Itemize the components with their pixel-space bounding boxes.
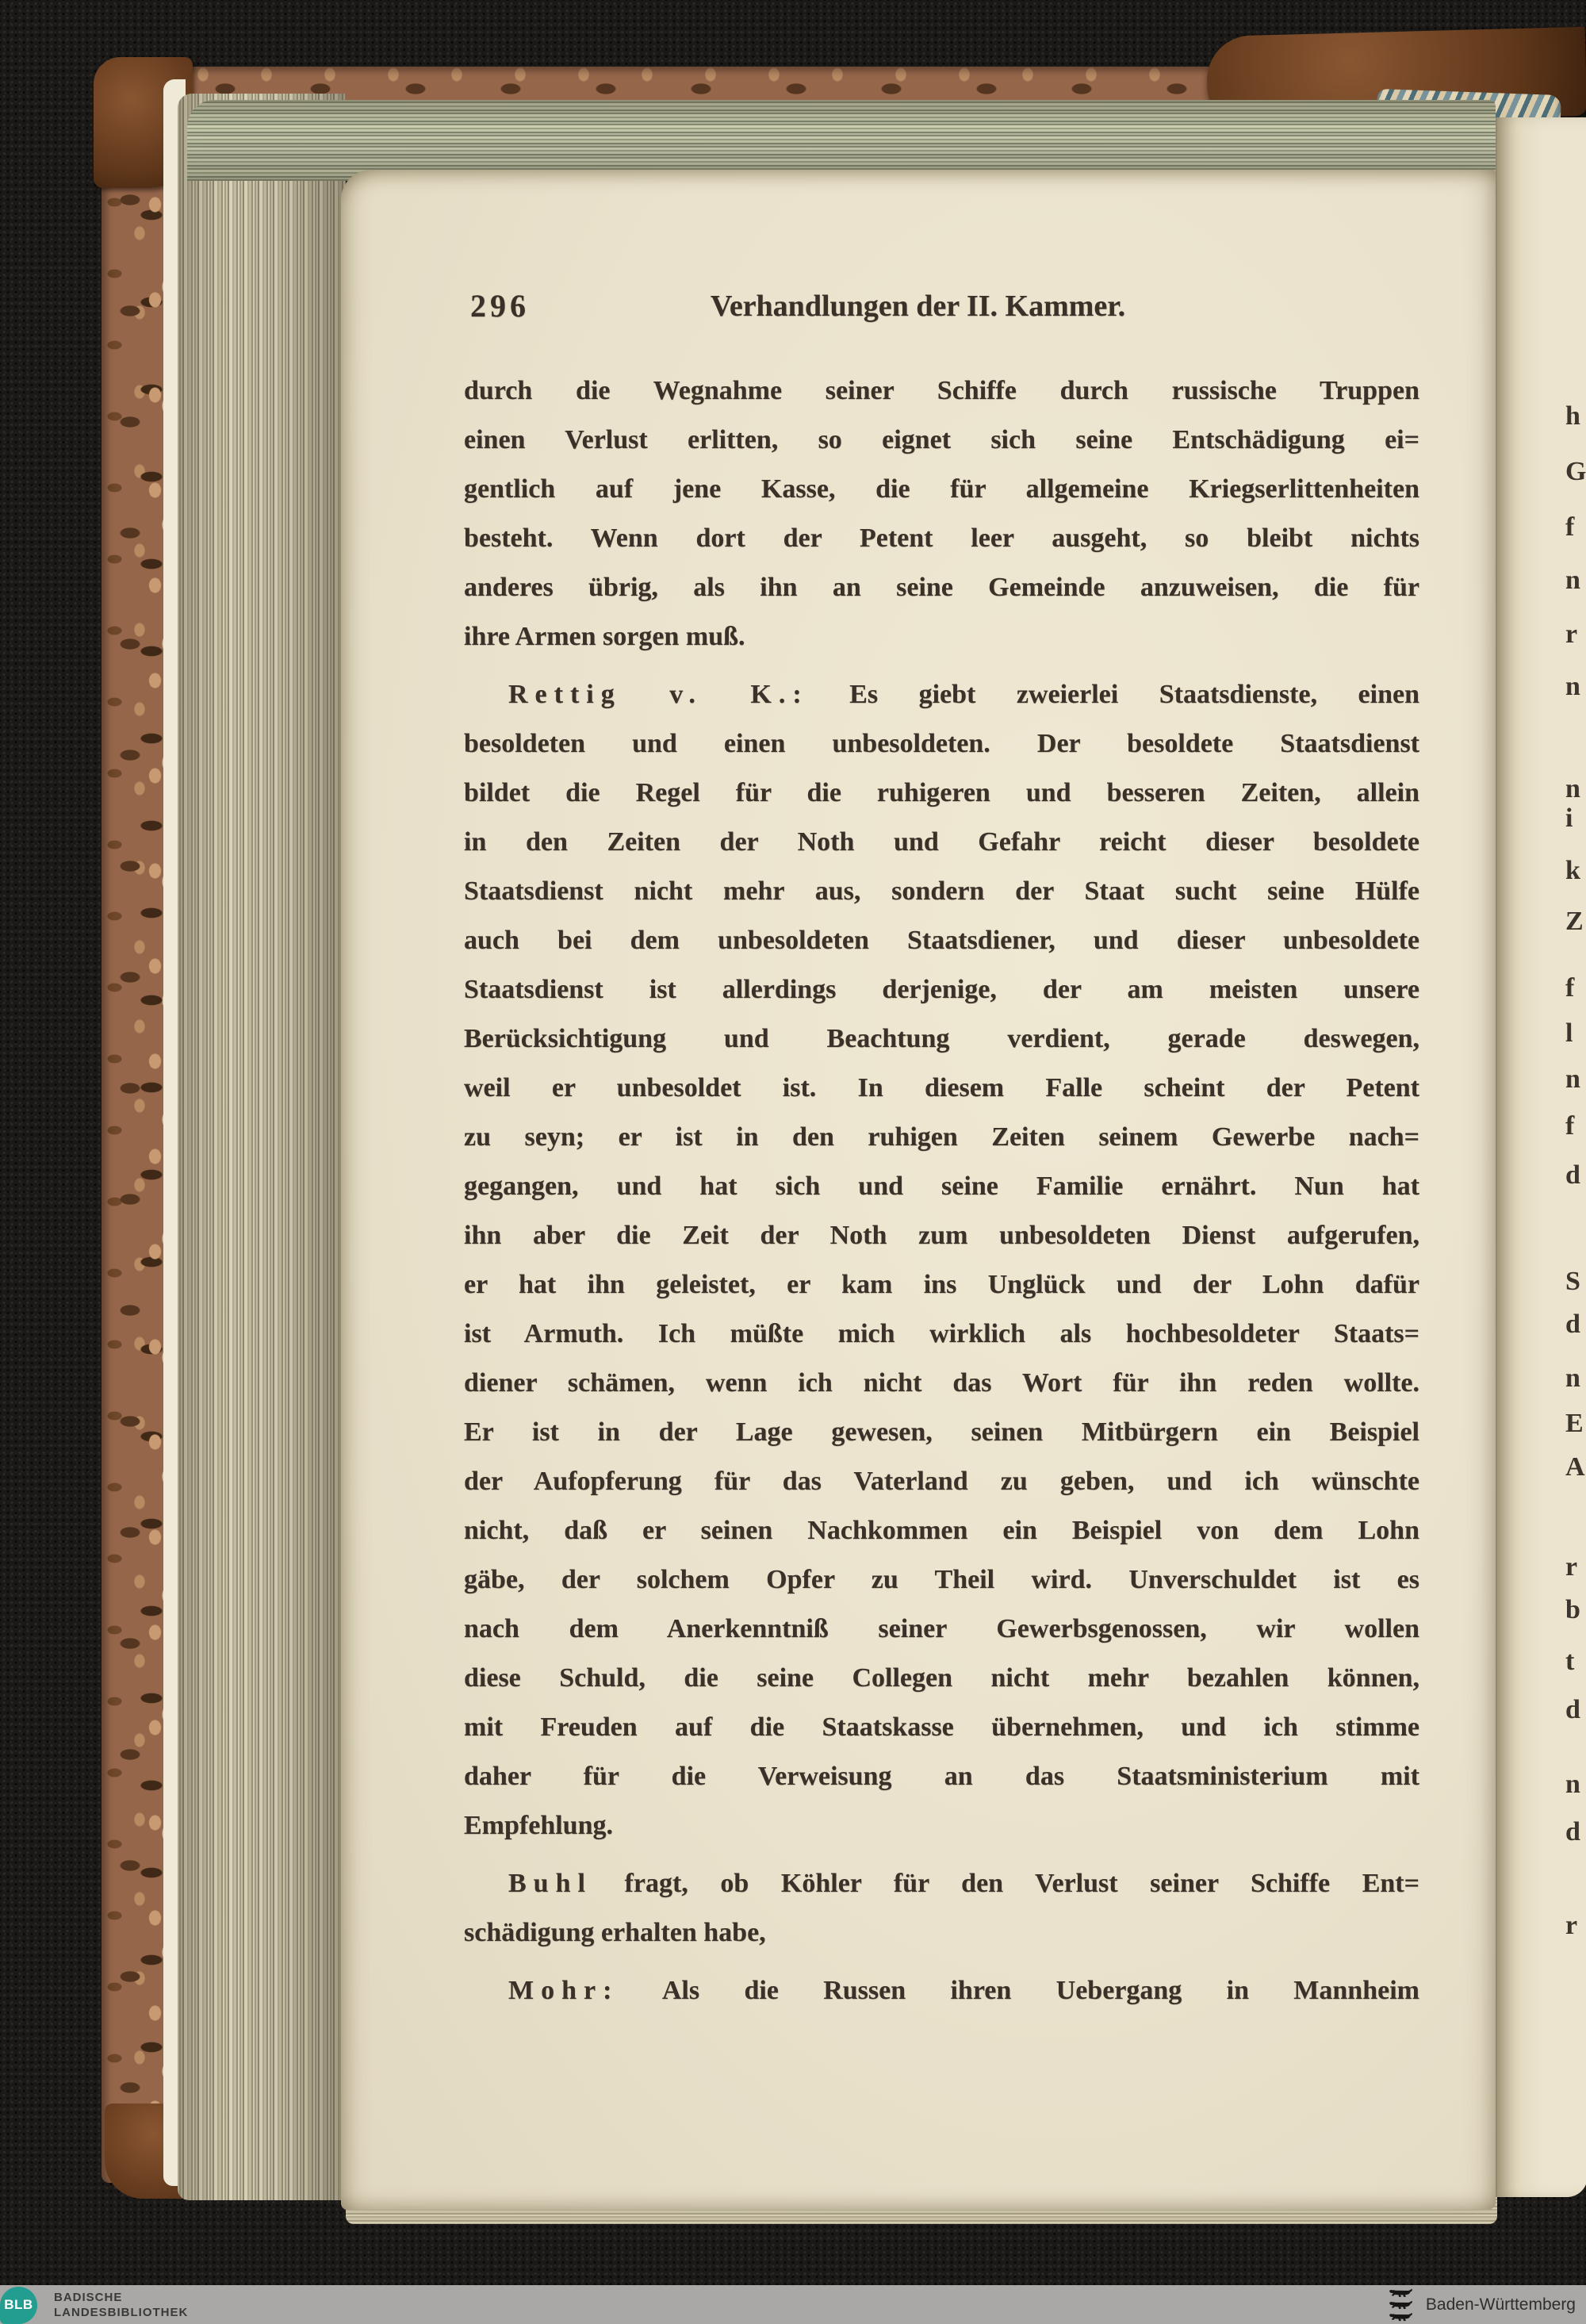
edge-text-fragment: n xyxy=(1565,1064,1580,1094)
text-line: auch bei dem unbesoldeten Staatsdiener, und dieser unbesoldete xyxy=(464,926,1419,955)
text-line: Staatsdienst ist allerdings derjenige, der am meisten unsere xyxy=(464,975,1419,1004)
text-line: besteht. Wenn dort der Petent leer ausgeht, so bleibt nichts xyxy=(464,523,1419,553)
text-line-rest: Es giebt zweierlei Staatsdienste, einen xyxy=(808,680,1419,709)
speaker-name: Rettig v. K.: xyxy=(508,680,809,709)
paragraph xyxy=(464,366,1419,662)
edge-text-fragment: G xyxy=(1565,457,1586,486)
text-line: gegangen, und hat sich und seine Familie ernährt. Nun hat xyxy=(464,1172,1419,1201)
text-line: weil er unbesoldet ist. In diesem Falle scheint der Petent xyxy=(464,1073,1419,1103)
text-line: Empfehlung. xyxy=(464,1811,613,1840)
edge-text-fragment: f xyxy=(1565,973,1575,1003)
paragraph xyxy=(464,1966,1419,2015)
edge-text-fragment: t xyxy=(1565,1647,1575,1676)
edge-text-fragment: d xyxy=(1565,1310,1580,1339)
edge-text-fragment: d xyxy=(1565,1695,1580,1724)
text-line: ihre Armen sorgen muß. xyxy=(464,622,745,651)
page-number: 296 xyxy=(470,288,530,324)
text-line: gentlich auf jene Kasse, die für allgemeine Kriegserlittenheiten xyxy=(464,474,1419,504)
edge-text-fragment: S xyxy=(1565,1267,1580,1296)
text-line xyxy=(464,1966,1419,2015)
state-name: Baden-Württemberg xyxy=(1425,2295,1576,2314)
text-line: zu seyn; er ist in den ruhigen Zeiten seinem Gewerbe nach= xyxy=(464,1122,1419,1152)
library-name-line1: BADISCHE xyxy=(54,2290,123,2304)
running-header: Verhandlungen der II. Kammer. xyxy=(710,290,1126,323)
text-line: diese Schuld, die seine Collegen nicht mehr bezahlen können, xyxy=(464,1663,1419,1693)
edge-text-fragment: d xyxy=(1565,1817,1580,1847)
speaker-name: Buhl xyxy=(508,1869,592,1898)
edge-text-fragment: i xyxy=(1565,803,1573,833)
edge-text-fragment: n xyxy=(1565,672,1580,701)
text-line: nach dem Anerkenntniß seiner Gewerbsgenossen, wir wollen xyxy=(464,1614,1419,1643)
edge-text-fragment: r xyxy=(1565,619,1578,649)
text-line: durch die Wegnahme seiner Schiffe durch russische Truppen xyxy=(464,376,1419,405)
page-block-top-edges xyxy=(187,100,1496,181)
library-name-line2: LANDESBIBLIOTHEK xyxy=(54,2305,189,2319)
text-line-rest: fragt, ob Köhler für den Verlust seiner Schiffe Ent= xyxy=(592,1869,1419,1898)
state-logo xyxy=(1389,2285,1576,2324)
text-line: diener schämen, wenn ich nicht das Wort für ihn reden wollte. xyxy=(464,1368,1419,1398)
three-lions-icon xyxy=(1389,2288,1414,2322)
edge-text-fragment: n xyxy=(1565,566,1580,595)
library-name xyxy=(54,2290,188,2320)
text-line: einen Verlust erlitten, so eignet sich seine Entschädigung ei= xyxy=(464,425,1419,454)
text-line: besoldeten und einen unbesoldeten. Der besoldete Staatsdienst xyxy=(464,729,1419,758)
text-line-rest: Als die Russen ihren Uebergang in Mannheim xyxy=(619,1976,1419,2005)
text-line: er hat ihn geleistet, er kam ins Unglück und der Lohn dafür xyxy=(464,1270,1419,1299)
edge-text-fragment: n xyxy=(1565,1363,1580,1393)
running-header-row xyxy=(464,287,1419,325)
page-body xyxy=(464,366,1419,2015)
text-line: Staatsdienst nicht mehr aus, sondern der Staat sucht seine Hülfe xyxy=(464,876,1419,906)
next-page-text-fragments xyxy=(1562,0,1586,2324)
edge-text-fragment: r xyxy=(1565,1911,1578,1940)
edge-text-fragment: d xyxy=(1565,1160,1580,1190)
edge-text-fragment: n xyxy=(1565,774,1580,803)
edge-text-fragment: A xyxy=(1565,1452,1585,1482)
text-line: ihn aber die Zeit der Noth zum unbesoldeten Dienst aufgerufen, xyxy=(464,1221,1419,1250)
edge-text-fragment: E xyxy=(1565,1409,1584,1438)
text-line xyxy=(464,1859,1419,1908)
library-logo xyxy=(0,2285,188,2324)
edge-text-fragment: r xyxy=(1565,1552,1578,1582)
edge-text-fragment: l xyxy=(1565,1018,1573,1048)
text-line: schädigung erhalten habe, xyxy=(464,1918,766,1947)
text-line: bildet die Regel für die ruhigeren und besseren Zeiten, allein xyxy=(464,778,1419,807)
page-block-left-edges xyxy=(178,94,346,2200)
text-line: ist Armuth. Ich müßte mich wirklich als hochbesoldeter Staats= xyxy=(464,1319,1419,1348)
text-line: der Aufopferung für das Vaterland zu geben, und ich wünschte xyxy=(464,1467,1419,1496)
edge-text-fragment: h xyxy=(1565,401,1580,431)
text-line: nicht, daß er seinen Nachkommen ein Beispiel von dem Lohn xyxy=(464,1516,1419,1545)
speaker-name: Mohr: xyxy=(508,1976,619,2005)
text-line: Berücksichtigung und Beachtung verdient, gerade deswegen, xyxy=(464,1024,1419,1053)
text-line: in den Zeiten der Noth und Gefahr reicht dieser besoldete xyxy=(464,827,1419,857)
edge-text-fragment: Z xyxy=(1565,907,1584,936)
text-line: daher für die Verweisung an das Staatsministerium mit xyxy=(464,1762,1419,1791)
edge-text-fragment: k xyxy=(1565,856,1580,885)
paragraph xyxy=(464,670,1419,1850)
paragraph xyxy=(464,1859,1419,1958)
footer-band xyxy=(0,2285,1586,2324)
text-line xyxy=(464,670,1419,719)
edge-text-fragment: b xyxy=(1565,1595,1580,1624)
edge-text-fragment: f xyxy=(1565,512,1575,542)
text-line: anderes übrig, als ihn an seine Gemeinde anzuweisen, die für xyxy=(464,573,1419,602)
edge-text-fragment: f xyxy=(1565,1111,1575,1141)
page-content xyxy=(464,287,1419,2015)
text-line: gäbe, der solchem Opfer zu Theil wird. Unverschuldet ist es xyxy=(464,1565,1419,1594)
edge-text-fragment: n xyxy=(1565,1770,1580,1799)
text-line: mit Freuden auf die Staatskasse übernehmen, und ich stimme xyxy=(464,1712,1419,1742)
blb-badge-icon: BLB xyxy=(0,2287,37,2324)
text-line: Er ist in der Lage gewesen, seinen Mitbürgern ein Beispiel xyxy=(464,1417,1419,1447)
